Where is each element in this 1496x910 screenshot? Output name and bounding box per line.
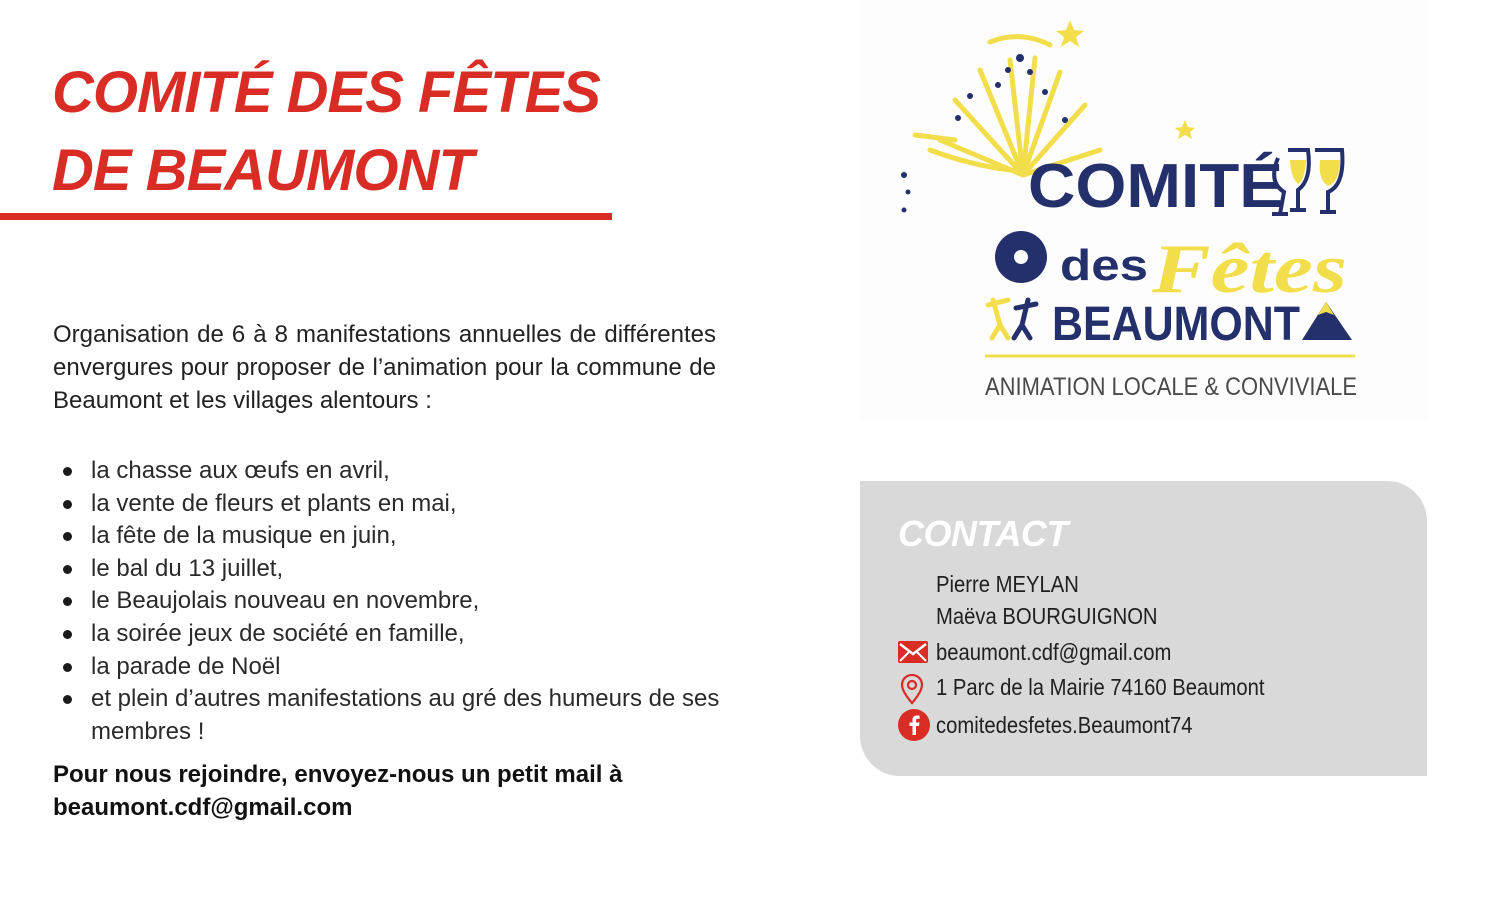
bullet-icon [63, 630, 72, 639]
list-item [53, 585, 733, 618]
list-item [53, 651, 733, 684]
list-item-text: la chasse aux œufs en avril, [91, 457, 390, 484]
logo-word-comite: COMITÉ [1028, 152, 1283, 221]
list-item-text: la vente de fleurs et plants en mai, [91, 489, 457, 517]
list-item-text: le Beaujolais nouveau en novembre, [91, 587, 480, 615]
envelope-icon [898, 641, 928, 668]
list-item [53, 488, 733, 521]
list-item-text: la soirée jeux de société en famille, [91, 619, 465, 647]
list-item [53, 618, 733, 651]
bullet-icon [63, 663, 72, 672]
logo-tagline: ANIMATION LOCALE & CONVIVIALE [985, 373, 1357, 401]
logo-word-fetes: Fêtes [1150, 231, 1347, 308]
bullet-icon [63, 695, 72, 704]
facebook-icon [898, 709, 930, 746]
bullet-icon [63, 500, 72, 509]
join-text: Pour nous rejoindre, envoyez-nous un petit mail à [53, 761, 623, 788]
logo-word-beaumont: BEAUMONT [1052, 298, 1300, 351]
list-item [53, 520, 733, 553]
contact-email-link[interactable]: beaumont.cdf@gmail.com [936, 639, 1172, 665]
activities-list [53, 455, 733, 748]
title-line-1: COMITÉ DES FÊTES [52, 60, 600, 125]
join-email-link[interactable]: beaumont.cdf@gmail.com [53, 794, 353, 821]
contact-panel [860, 481, 1427, 776]
bullet-icon [63, 565, 72, 574]
contact-person-1: Pierre MEYLAN [936, 571, 1079, 597]
list-item-text: le bal du 13 juillet, [91, 554, 284, 582]
bullet-icon [63, 597, 72, 606]
list-item [53, 553, 733, 586]
title-underline [0, 213, 612, 220]
list-item-text: et plein d’autres manifestations au gré des humeurs de ses membres ! [91, 685, 720, 745]
list-item-text: la fête de la musique en juin, [91, 522, 397, 550]
contact-person-2: Maëva BOURGUIGNON [936, 603, 1158, 629]
page-title [52, 54, 600, 210]
list-item-text: la parade de Noël [91, 652, 281, 680]
intro-paragraph: Organisation de 6 à 8 manifestations annuelles de différentes envergures pour proposer de l’animation pour la commune de Beaumont et les villages alentours : [53, 321, 716, 414]
title-line-2: DE BEAUMONT [52, 138, 473, 203]
map-pin-icon [900, 673, 924, 710]
bullet-icon [63, 532, 72, 541]
committee-logo [860, 0, 1428, 420]
contact-heading: CONTACT [898, 513, 1068, 554]
join-call-to-action [53, 758, 753, 824]
contact-facebook-link[interactable]: comitedesfetes.Beaumont74 [936, 712, 1193, 738]
bullet-icon [63, 467, 72, 476]
logo-word-des: des [1060, 241, 1148, 290]
list-item [53, 455, 733, 488]
contact-address: 1 Parc de la Mairie 74160 Beaumont [936, 674, 1265, 700]
list-item [53, 683, 733, 748]
